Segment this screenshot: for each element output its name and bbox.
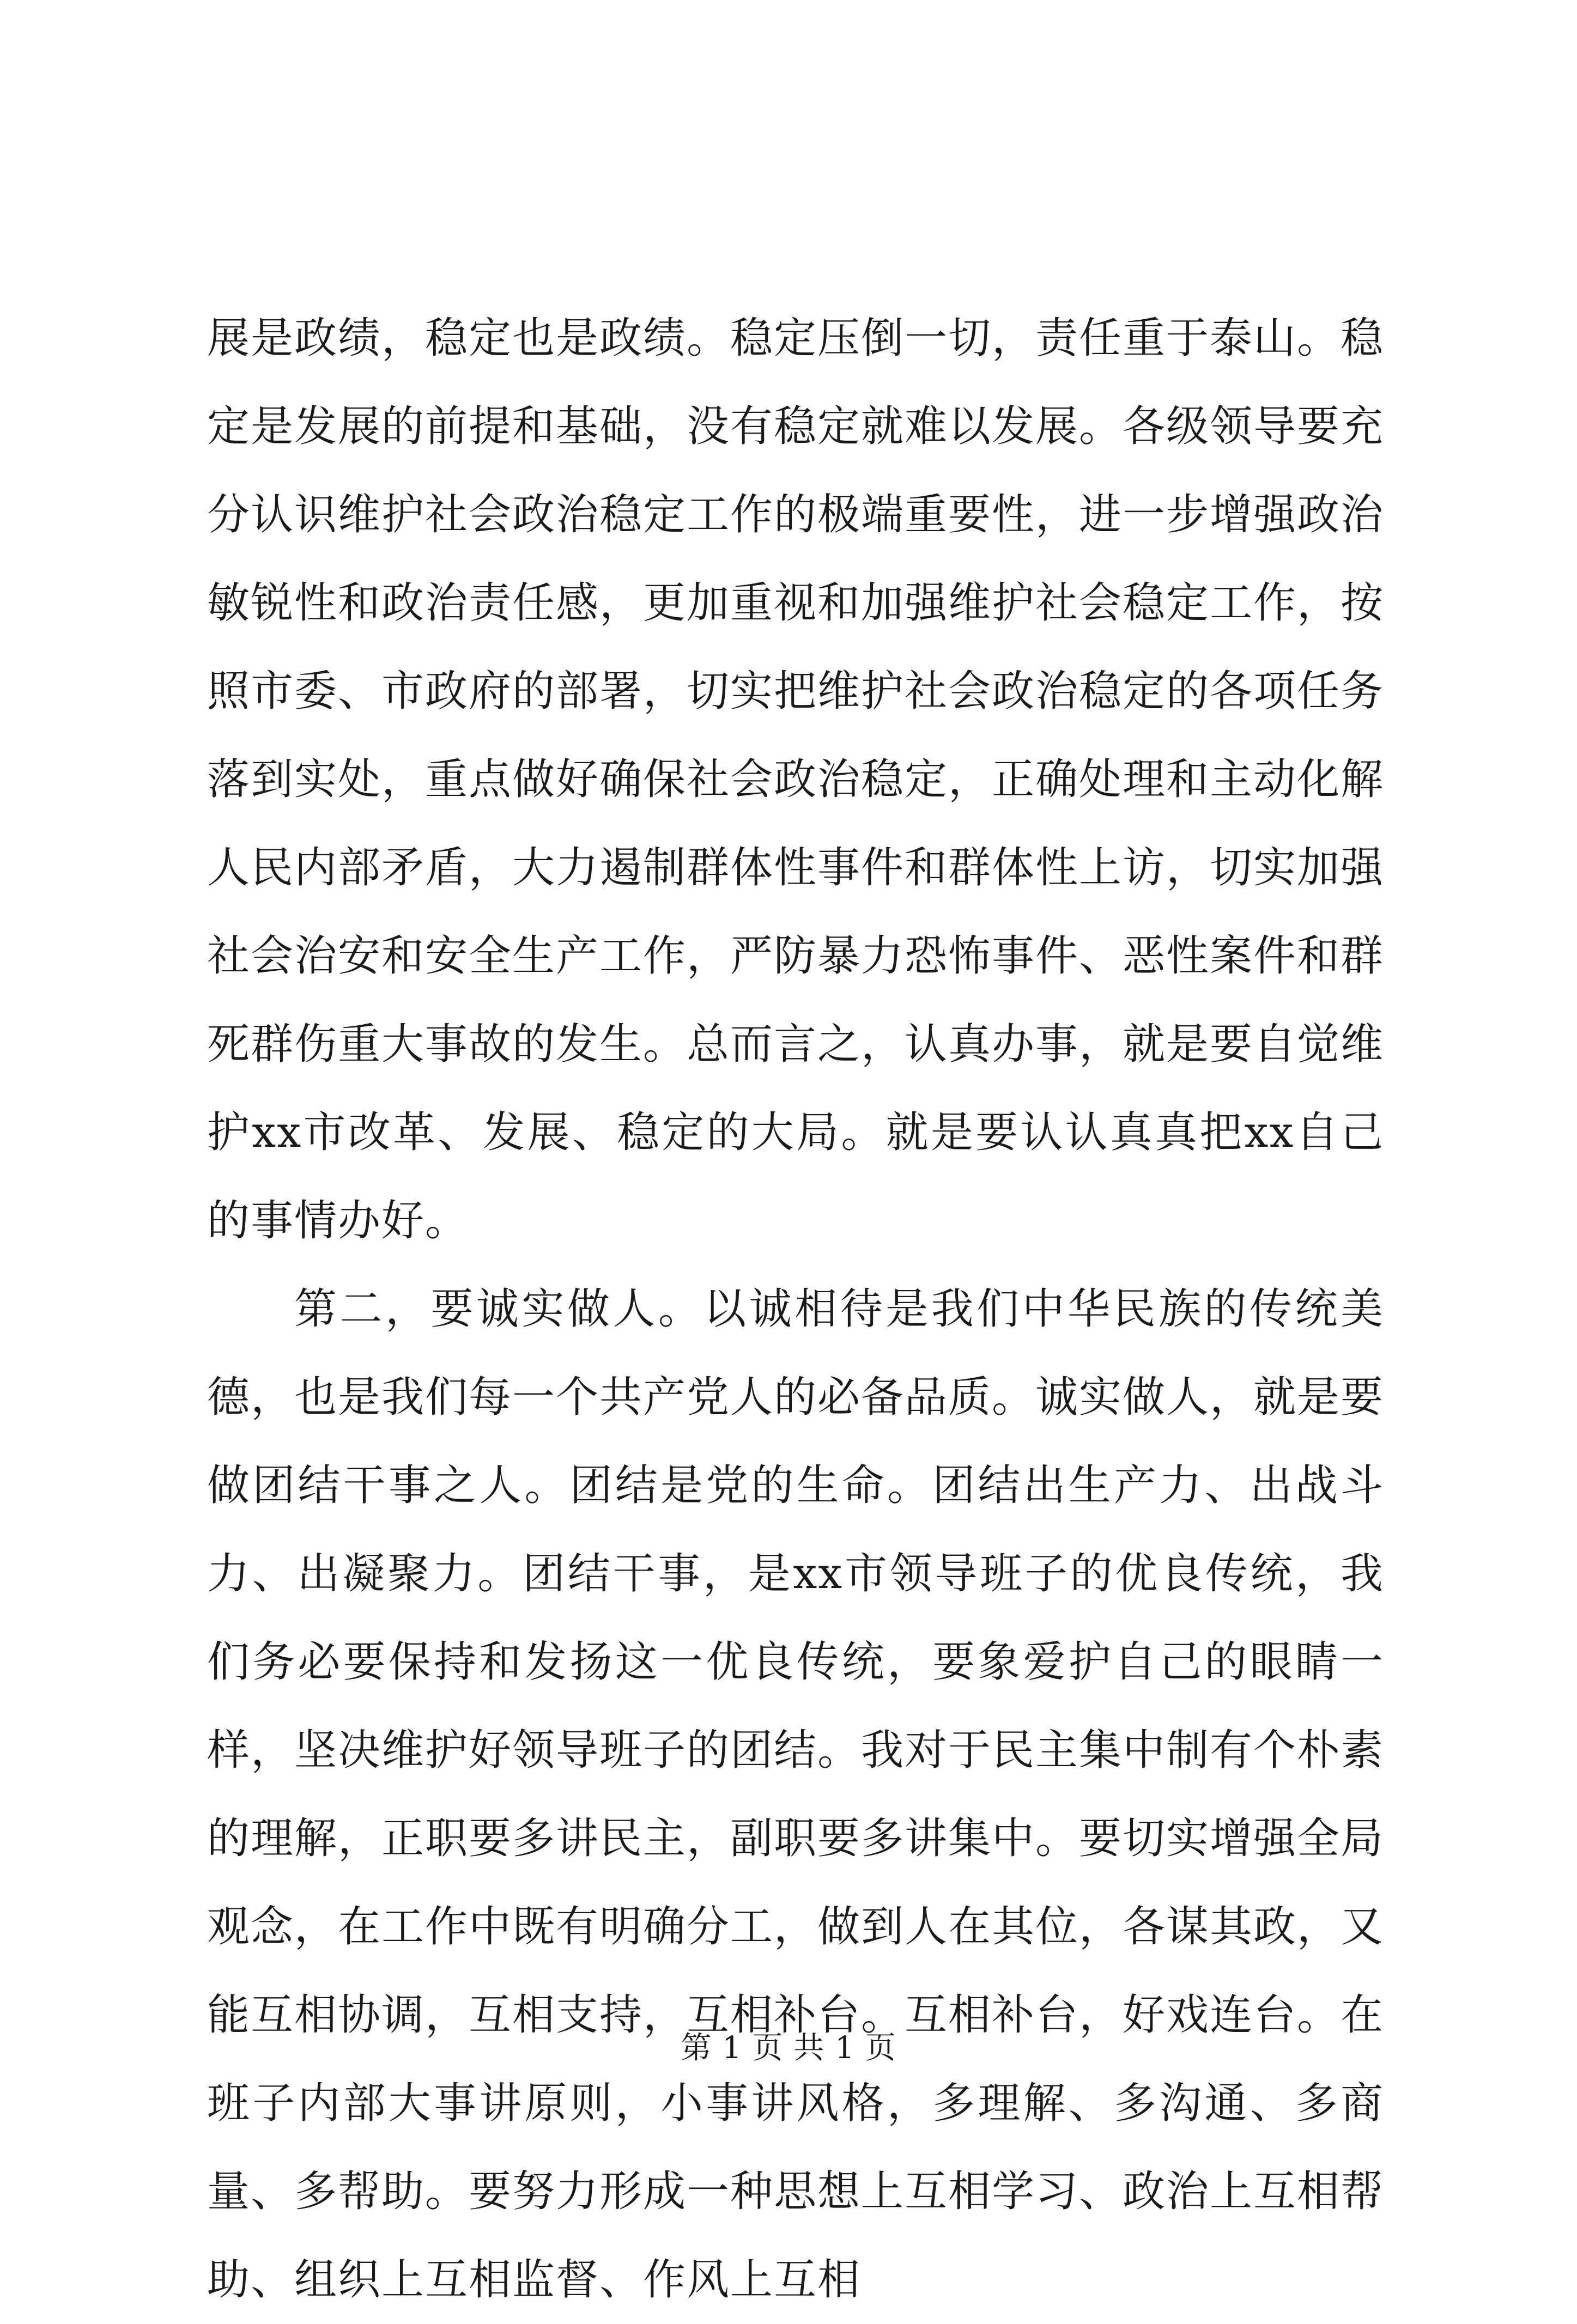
page-footer: 第 1 页 共 1 页 [681, 2030, 896, 2066]
paragraph-1: 展是政绩，稳定也是政绩。稳定压倒一切，责任重于泰山。稳定是发展的前提和基础，没有稳定就难以发展。各级领导要充分认识维护社会政治稳定工作的极端重要性，进一步增强政治敏锐性和政治责任感，更加重视和加强维护社会稳定工作，按照市委、市政府的部署，切实把维护社会政治稳定的各项任务落到实处，重点做好确保社会政治稳定，正确处理和主动化解人民内部矛盾，大力遏制群体性事件和群体性上访，切实加强社会治安和安全生产工作，严防暴力恐怖事件、恶性案件和群死群伤重大事故的发生。总而言之，认真办事，就是要自觉维护xx市改革、发展、稳定的大局。就是要认认真真把xx自己的事情办好。 [207, 314, 1385, 1245]
paragraph-2: 第二，要诚实做人。以诚相待是我们中华民族的传统美德，也是我们每一个共产党人的必备品质。诚实做人，就是要做团结干事之人。团结是党的生命。团结出生产力、出战斗力、出凝聚力。团结干事，是xx市领导班子的优良传统，我们务必要保持和发扬这一优良传统，要象爱护自己的眼睛一样，坚决维护好领导班子的团结。我对于民主集中制有个朴素的理解，正职要多讲民主，副职要多讲集中。要切实增强全局观念，在工作中既有明确分工，做到人在其位，各谋其政，又能互相协调，互相支持，互相补台。互相补台，好戏连台。在班子内部大事讲原则，小事讲风格，多理解、多沟通、多商量、多帮助。要努力形成一种思想上互相学习、政治上互相帮助、组织上互相监督、作风上互相 [207, 1285, 1385, 2304]
document-body [207, 294, 1384, 2324]
